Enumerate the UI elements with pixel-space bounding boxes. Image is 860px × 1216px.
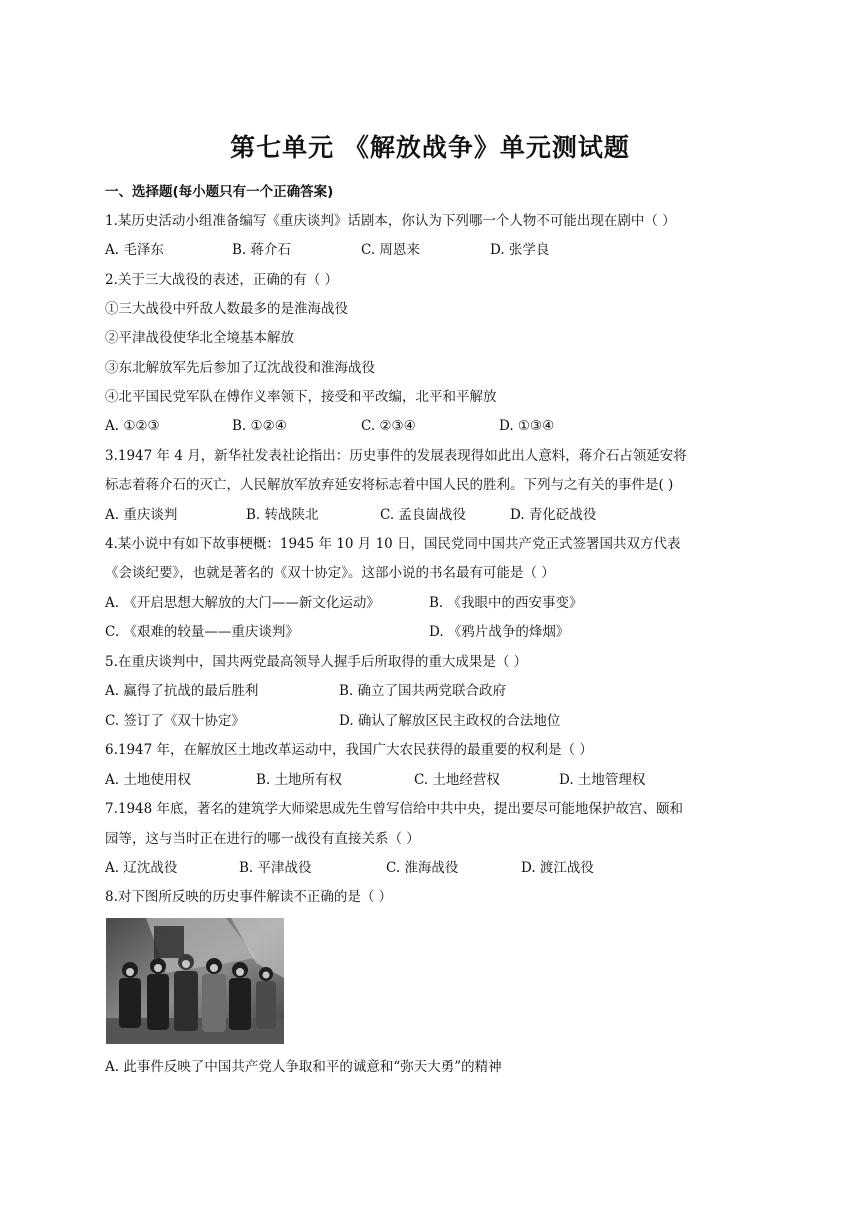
q3-option-b: B. 转战陕北 [246, 507, 319, 523]
q8-option-a: A. 此事件反映了中国共产党人争取和平的诚意和“弥天大勇”的精神 [105, 1059, 502, 1075]
q8-stem: 8.对下图所反映的历史事件解读不正确的是（ ） [105, 889, 393, 905]
q2-option-c: C. ②③④ [361, 418, 416, 434]
q7-option-a: A. 辽沈战役 [105, 860, 178, 876]
q5-option-a: A. 赢得了抗战的最后胜利 [105, 683, 259, 699]
q4-options-row-2 [105, 623, 755, 641]
q1-option-c: C. 周恩来 [361, 242, 420, 258]
q7-option-b: B. 平津战役 [239, 860, 312, 876]
q2-statement-3: ③东北解放军先后参加了辽沈战役和淮海战役 [105, 360, 375, 376]
q6-option-b: B. 土地所有权 [256, 772, 343, 788]
q3-option-d: D. 青化砭战役 [510, 507, 597, 523]
q2-option-d: D. ①③④ [499, 418, 555, 434]
q2-stem: 2.关于三大战役的表述，正确的有（ ） [105, 272, 339, 288]
q7-option-c: C. 淮海战役 [386, 860, 459, 876]
q1-option-d: D. 张学良 [490, 242, 550, 258]
q5-option-c: C. 签订了《双十协定》 [105, 713, 245, 729]
q5-stem: 5.在重庆谈判中，国共两党最高领导人握手后所取得的重大成果是（ ） [105, 654, 528, 670]
q6-options [105, 771, 755, 789]
q4-option-d: D. 《鸦片战争的烽烟》 [429, 624, 570, 640]
section-heading: 一、选择题(每小题只有一个正确答案) [105, 184, 334, 200]
q6-option-c: C. 土地经营权 [414, 772, 500, 788]
q3-options [105, 506, 755, 524]
q6-option-a: A. 土地使用权 [105, 772, 191, 788]
q1-stem: 1.某历史活动小组准备编写《重庆谈判》话剧本，你认为下列哪一个人物不可能出现在剧中（ ） [105, 213, 676, 229]
q4-option-a: A. 《开启思想大解放的大门——新文化运动》 [105, 595, 380, 611]
q2-options [105, 417, 755, 435]
q3-stem-line-1: 3.1947 年 4 月，新华社发表社论指出：历史事件的发展表现得如此出人意料，蒋介石占领延安将 [105, 448, 687, 464]
q5-options-row-2 [105, 712, 755, 730]
q4-stem-line-2: 《会谈纪要》，也就是著名的《双十协定》。这部小说的书名最有可能是（ ） [105, 565, 555, 581]
q2-statement-2: ②平津战役使华北全境基本解放 [105, 330, 294, 346]
q6-stem: 6.1947 年，在解放区土地改革运动中，我国广大农民获得的最重要的权利是（ ） [105, 742, 593, 758]
q2-option-a: A. ①②③ [105, 418, 160, 434]
document-title: 第七单元 《解放战争》单元测试题 [230, 133, 630, 162]
q1-option-a: A. 毛泽东 [105, 242, 164, 258]
q5-options-row-1 [105, 682, 755, 700]
q7-options [105, 859, 755, 877]
q2-statement-1: ①三大战役中歼敌人数最多的是淮海战役 [105, 301, 348, 317]
q4-option-b: B. 《我眼中的西安事变》 [429, 595, 583, 611]
q7-option-d: D. 渡江战役 [521, 860, 594, 876]
q7-stem-line-1: 7.1948 年底，著名的建筑学大师梁思成先生曾写信给中共中央，提出要尽可能地保护故宫、颐和 [105, 801, 684, 817]
q5-option-b: B. 确立了国共两党联合政府 [339, 683, 507, 699]
q4-option-c: C. 《艰难的较量——重庆谈判》 [105, 624, 299, 640]
q1-option-b: B. 蒋介石 [232, 242, 292, 258]
q1-options [105, 241, 755, 259]
q2-statement-4: ④北平国民党军队在傅作义率领下，接受和平改编，北平和平解放 [105, 389, 497, 405]
q2-option-b: B. ①②④ [232, 418, 287, 434]
historical-photo [106, 918, 284, 1044]
q6-option-d: D. 土地管理权 [559, 772, 646, 788]
q3-option-c: C. 孟良崮战役 [380, 507, 466, 523]
q7-stem-line-2: 园等，这与当时正在进行的哪一战役有直接关系（ ） [105, 831, 420, 847]
q4-stem-line-1: 4.某小说中有如下故事梗概：1945 年 10 月 10 日，国民党同中国共产党正式签署国共双方代表 [105, 536, 681, 552]
q3-option-a: A. 重庆谈判 [105, 507, 178, 523]
q5-option-d: D. 确认了解放区民主政权的合法地位 [339, 713, 561, 729]
historical-photo-drawing [106, 918, 284, 1044]
q4-options-row-1 [105, 594, 755, 612]
q3-stem-line-2: 标志着蒋介石的灭亡，人民解放军放弃延安将标志着中国人民的胜利。下列与之有关的事件是( ) [105, 477, 674, 493]
